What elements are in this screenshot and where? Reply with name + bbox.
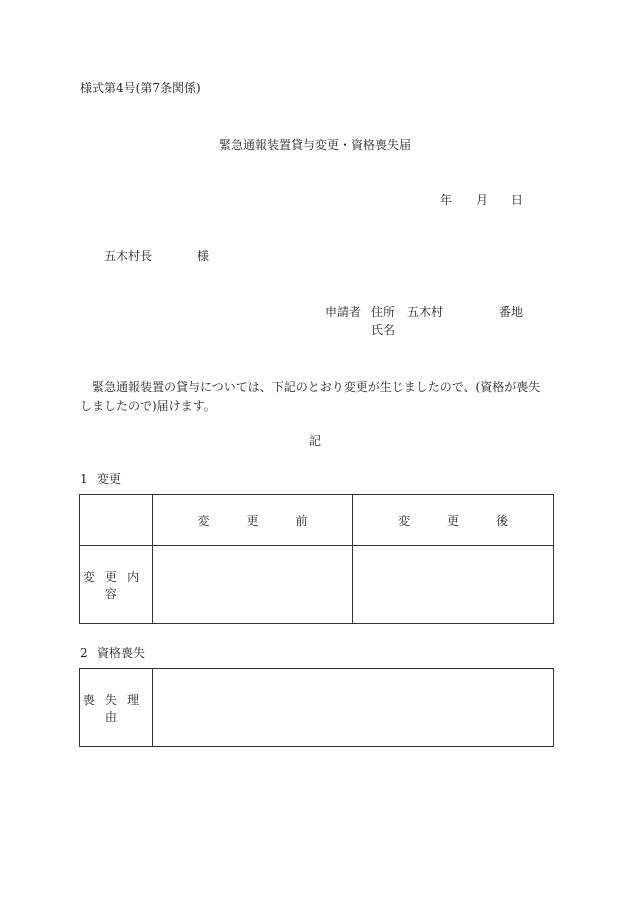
- before-change-value[interactable]: [153, 546, 353, 624]
- after-header-char: 更: [446, 513, 459, 528]
- applicant-label: 申請者: [325, 305, 362, 319]
- section-1-number: 1: [80, 472, 88, 486]
- date-year-label: 年: [440, 193, 453, 207]
- section-2-number: 2: [80, 646, 88, 660]
- form-number: 様式第4号(第7条関係): [80, 81, 201, 95]
- document-title: 緊急通報装置貸与変更・資格喪失届: [218, 138, 411, 152]
- before-change-header: [153, 495, 353, 546]
- ki-heading: 記: [308, 434, 321, 448]
- address-banchi: 番地: [499, 305, 524, 319]
- before-header-char: 前: [295, 513, 308, 528]
- section-2-title: 資格喪失: [97, 646, 146, 660]
- address-village: 五木村: [407, 305, 444, 319]
- address-label: 住所: [371, 305, 396, 319]
- after-header-char: 変: [398, 513, 411, 528]
- after-header-char: 後: [495, 513, 508, 528]
- section-1-heading: [80, 472, 121, 486]
- name-label: 氏名: [371, 323, 396, 337]
- change-table-corner: [80, 495, 153, 546]
- before-header-char: 変: [197, 513, 210, 528]
- change-content-label: 変更内容: [80, 546, 153, 624]
- date-day-label: 日: [511, 193, 524, 207]
- body-paragraph: 緊急通報装置の貸与については、下記のとおり変更が生じましたので、(資格が喪失しましたので)届けます。: [80, 380, 541, 413]
- addressee-name: 五木村長: [104, 249, 153, 263]
- section-2-heading: [80, 646, 145, 660]
- after-change-header: [353, 495, 554, 546]
- loss-reason-label: 喪失理由: [80, 669, 153, 747]
- addressee-honorific: 様: [197, 249, 210, 263]
- before-header-char: 更: [246, 513, 259, 528]
- section-1-title: 変更: [97, 472, 122, 486]
- date-month-label: 月: [476, 193, 489, 207]
- loss-reason-value[interactable]: [153, 669, 554, 747]
- change-table: [79, 494, 554, 624]
- loss-table: [79, 668, 554, 747]
- after-change-value[interactable]: [353, 546, 554, 624]
